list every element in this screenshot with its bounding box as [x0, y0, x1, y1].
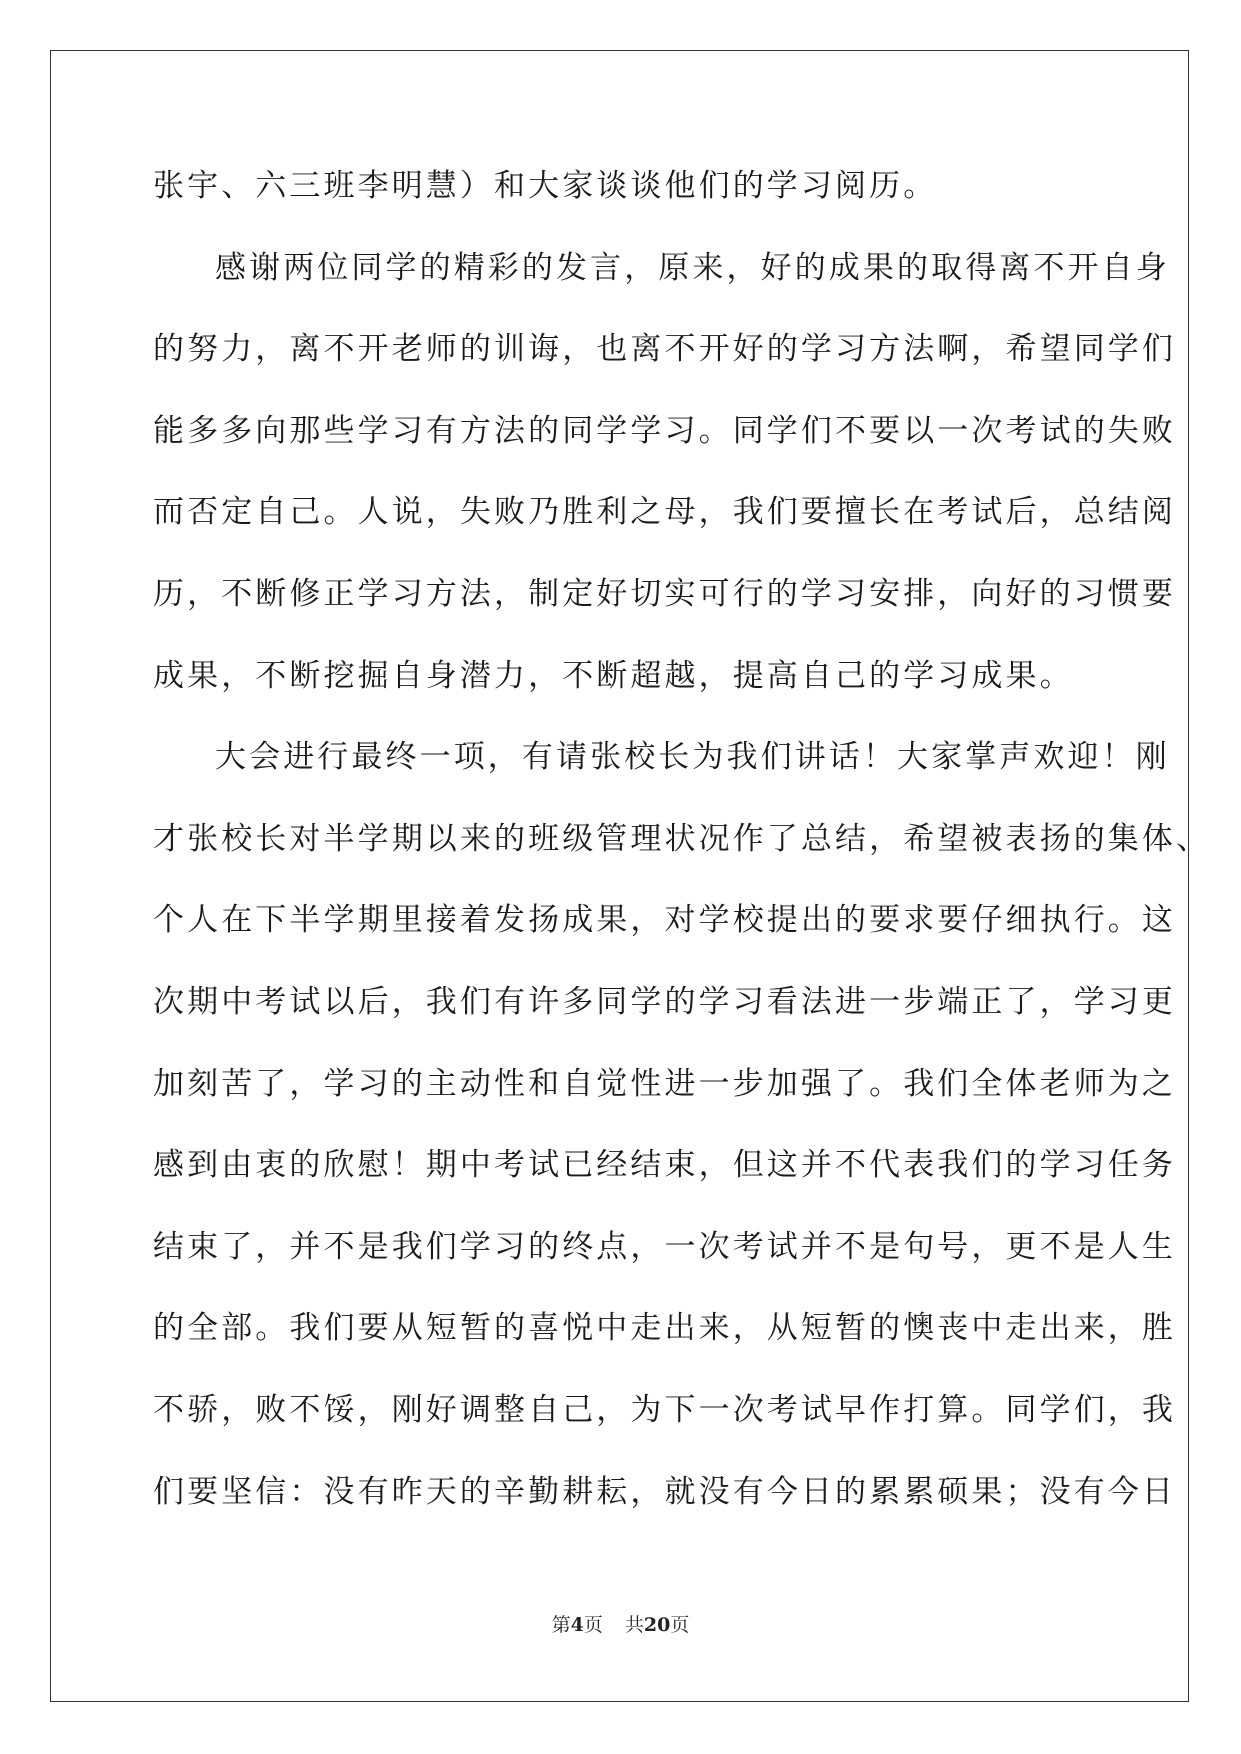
- document-body: [153, 165, 1211, 1552]
- text-line: 而否定自己。人说，失败乃胜利之母，我们要擅长在考试后，总结阅: [153, 494, 1176, 531]
- text-line: 个人在下半学期里接着发扬成果，对学校提出的要求要仔细执行。这: [153, 902, 1176, 939]
- page-prefix: 第: [551, 1614, 571, 1636]
- page-number: 4: [570, 1614, 584, 1636]
- text-line: 能多多向那些学习有方法的同学学习。同学们不要以一次考试的失败: [153, 412, 1176, 449]
- total-prefix: 共: [624, 1614, 644, 1636]
- text-line: 加刻苦了，学习的主动性和自觉性进一步加强了。我们全体老师为之: [153, 1065, 1176, 1102]
- text-line: 大会进行最终一项，有请张校长为我们讲话！大家掌声欢迎！刚: [215, 739, 1170, 776]
- text-line: 次期中考试以后，我们有许多同学的学习看法进一步端正了，学习更: [153, 983, 1176, 1020]
- total-pages: 20: [643, 1614, 671, 1636]
- text-line: 感到由衷的欣慰！期中考试已经结束，但这并不代表我们的学习任务: [153, 1147, 1176, 1184]
- text-line: 张宇、六三班李明慧）和大家谈谈他们的学习阅历。: [153, 168, 938, 204]
- text-line: 的努力，离不开老师的训诲，也离不开好的学习方法啊，希望同学们: [153, 331, 1176, 368]
- text-line: 才张校长对半学期以来的班级管理状况作了总结，希望被表扬的集体、: [153, 820, 1211, 857]
- text-line: 不骄，败不馁，刚好调整自己，为下一次考试早作打算。同学们，我: [153, 1391, 1176, 1428]
- text-line: 感谢两位同学的精彩的发言，原来，好的成果的取得离不开自身: [215, 249, 1170, 286]
- total-suffix: 页: [670, 1614, 690, 1636]
- text-line: 历，不断修正学习方法，制定好切实可行的学习安排，向好的习惯要: [153, 575, 1176, 612]
- page-footer: [0, 1610, 1241, 1637]
- text-line: 结束了，并不是我们学习的终点，一次考试并不是句号，更不是人生: [153, 1228, 1176, 1265]
- text-line: 的全部。我们要从短暂的喜悦中走出来，从短暂的懊丧中走出来，胜: [153, 1310, 1176, 1347]
- page-suffix: 页: [583, 1614, 603, 1636]
- text-line: 成果，不断挖掘自身潜力，不断超越，提高自己的学习成果。: [153, 657, 1074, 694]
- text-line: 们要坚信：没有昨天的辛勤耕耘，就没有今日的累累硕果；没有今日: [153, 1473, 1176, 1510]
